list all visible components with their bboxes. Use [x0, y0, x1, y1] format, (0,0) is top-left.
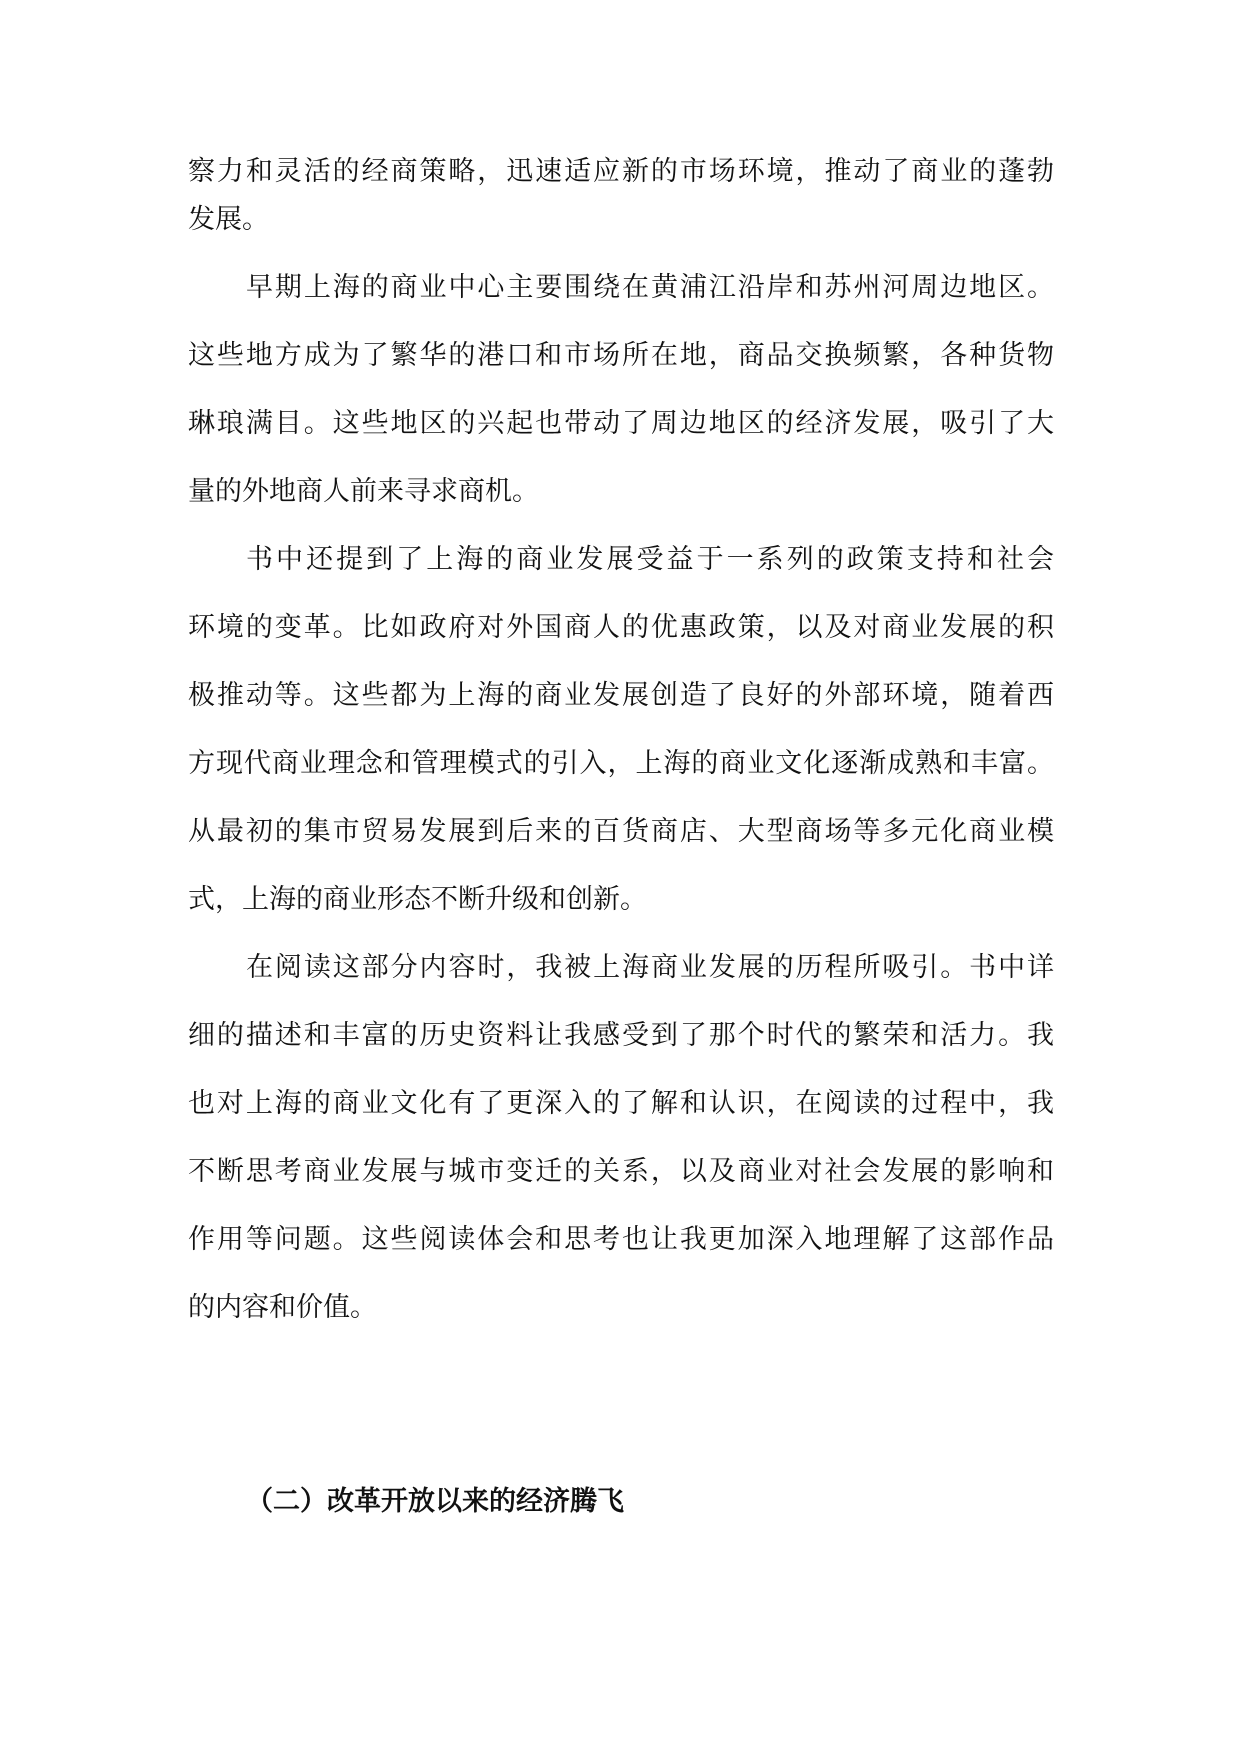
paragraph-line: 发展。: [188, 204, 269, 235]
paragraph-line: 这些地方成为了繁华的港口和市场所在地，商品交换频繁，各种货物: [188, 340, 1054, 371]
paragraph-line: 极推动等。这些都为上海的商业发展创造了良好的外部环境，随着西: [188, 680, 1054, 711]
paragraph-line: 环境的变革。比如政府对外国商人的优惠政策，以及对商业发展的积: [188, 612, 1054, 643]
paragraph-line: 早期上海的商业中心主要围绕在黄浦江沿岸和苏州河周边地区。: [246, 272, 1054, 303]
paragraph-line: 从最初的集市贸易发展到后来的百货商店、大型商场等多元化商业模: [188, 816, 1054, 847]
section-heading: （二）改革开放以来的经济腾飞: [246, 1486, 624, 1517]
paragraph-line: 细的描述和丰富的历史资料让我感受到了那个时代的繁荣和活力。我: [188, 1020, 1054, 1051]
paragraph-line: 察力和灵活的经商策略，迅速适应新的市场环境，推动了商业的蓬勃: [188, 156, 1054, 187]
paragraph-line: 在阅读这部分内容时，我被上海商业发展的历程所吸引。书中详: [246, 952, 1054, 983]
paragraph-line: 的内容和价值。: [188, 1292, 377, 1323]
paragraph-line: 作用等问题。这些阅读体会和思考也让我更加深入地理解了这部作品: [188, 1224, 1054, 1255]
paragraph-line: 琳琅满目。这些地区的兴起也带动了周边地区的经济发展，吸引了大: [188, 408, 1054, 439]
paragraph-line: 书中还提到了上海的商业发展受益于一系列的政策支持和社会: [246, 544, 1054, 575]
paragraph-line: 不断思考商业发展与城市变迁的关系，以及商业对社会发展的影响和: [188, 1156, 1054, 1187]
paragraph-line: 也对上海的商业文化有了更深入的了解和认识，在阅读的过程中，我: [188, 1088, 1054, 1119]
paragraph-line: 方现代商业理念和管理模式的引入，上海的商业文化逐渐成熟和丰富。: [188, 748, 1054, 779]
paragraph-line: 量的外地商人前来寻求商机。: [188, 476, 539, 507]
paragraph-line: 式，上海的商业形态不断升级和创新。: [188, 884, 647, 915]
